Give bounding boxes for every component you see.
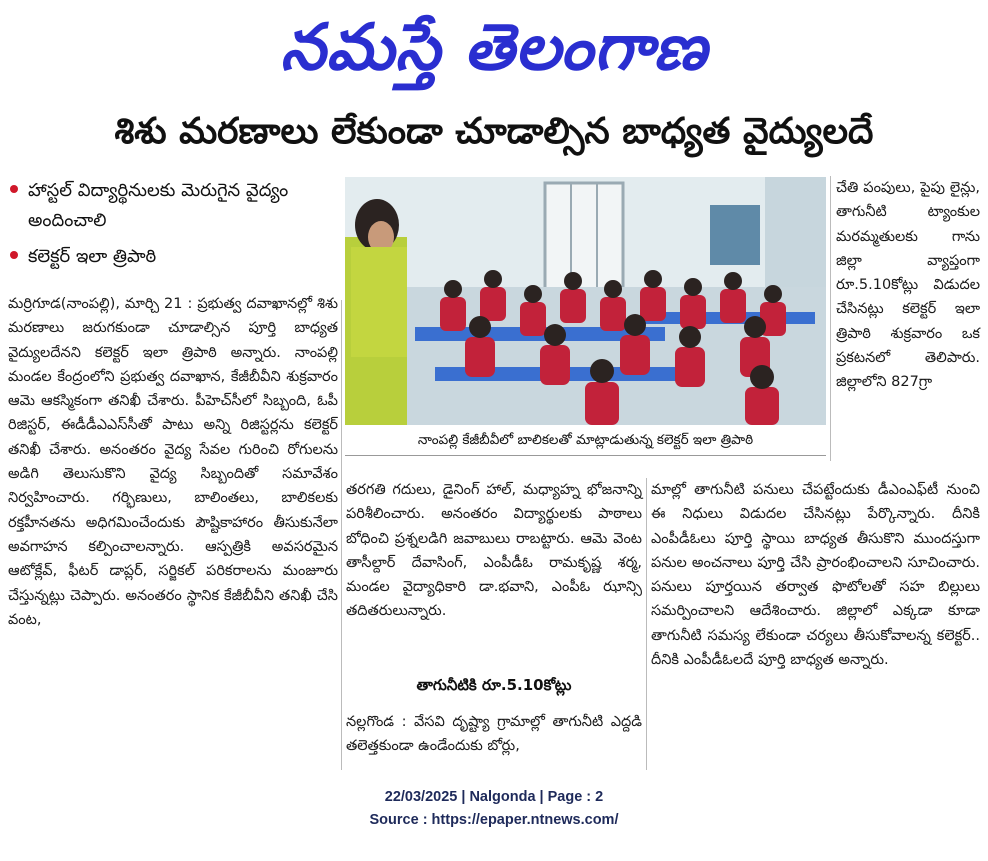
- bullet-text: హాస్టల్ విద్యార్థినులకు మెరుగైన వైద్యం అందించాలి: [28, 180, 289, 231]
- footer-date-line: 22/03/2025 | Nalgonda | Page : 2: [384, 789, 604, 805]
- column-divider: [341, 300, 342, 770]
- masthead: [0, 0, 988, 96]
- article-photo: [345, 177, 826, 425]
- bullet-item: [8, 242, 338, 272]
- classroom-photo-image: [345, 177, 826, 425]
- column-divider: [830, 176, 831, 461]
- footer-source-line: Source : https://epaper.ntnews.com/: [369, 812, 619, 828]
- sub-article-headline: తాగునీటికి రూ.5.10కోట్లు: [416, 676, 572, 694]
- bullet-dot-icon: [10, 251, 18, 259]
- column-4-text: మాల్లో తాగునీటి పనులు చేపట్టేందుకు డీఎంఎఫ్‌టీ నుంచి ఈ నిధులు విడుదల చేసినట్లు పేర్కొన్నారు. దీనికి ఎంపీడీఓలు పూర్తి స్థాయి బాధ్యత తీసుకొని ముందస్తుగా పనుల అంచనాలు పూర్తి చేసి ప్రారంభించాలని సూచించారు. పనులు పూర్తయిన తర్వాత ఫొటోలతో సహ బిల్లులు సమర్పించాలని ఆదేశించారు. జిల్లాలో ఎక్కడా కూడా తాగునీటి సమస్య లేకుండా చర్యలు తీసుకోవాలన్న కలెక్టర్.. దీనికి ఎంపీడీఓలదే పూర్తి బాధ్యత అన్నారు.: [651, 482, 980, 669]
- bullet-text: కలెక్టర్ ఇలా త్రిపాఠి: [28, 246, 157, 267]
- page-footer: [0, 786, 988, 832]
- photo-caption: [345, 427, 826, 456]
- column-2-text: తరగతి గదులు, డైనింగ్ హాల్, మధ్యాహ్న భోజనాన్ని పరిశీలించారు. అనంతరం విద్యార్థులకు పాఠాలు బోధించి ప్రశ్నలడిగి జవాబులు రాబట్టారు. ఆమె వెంట తాసీల్దార్ దేవాసింగ్, ఎంపీడీఓ రామకృష్ణ శర్మ, మండల వైద్యాధికారి డా.భవాని, ఎంపీఓ ఝాన్సి తదితరులున్నారు.: [346, 482, 642, 620]
- article-column-3: [836, 176, 980, 395]
- headline-text: శిశు మరణాలు లేకుండా చూడాల్సిన బాధ్యత వైద్యులదే: [114, 111, 874, 152]
- sub-article-column: [346, 710, 642, 759]
- sub-article-text: నల్లగొండ : వేసవి దృష్ట్యా గ్రామాల్లో తాగునీటి ఎద్దడి తలెత్తకుండా ఉండేందుకు బోర్లు,: [346, 714, 642, 755]
- article-column-2: [346, 478, 642, 624]
- column-1-text: మర్రిగూడ(నాంపల్లి), మార్చి 21 : ప్రభుత్వ దవాఖానల్లో శిశు మరణాలు జరుగకుండా చూడాల్సిన పూర్తి బాధ్యత వైద్యులదేనని కలెక్టర్ ఇలా త్రిపాఠి అన్నారు. నాంపల్లి మండల కేంద్రంలోని ప్రభుత్వ దవాఖాన, కేజీబీవీని శుక్రవారం ఆమె ఆకస్మికంగా తనిఖీ చేశారు. పీహెచ్‌సీలో సిబ్బంది, ఓపీ రిజిస్టర్, ఈడీడీఎఎస్‌సీతో పాటు అన్ని రిజిస్టర్లను కలెక్టర్ తనిఖీ చేశారు. అనంతరం వైద్య సేవల గురించి రోగులను అడిగి తెలుసుకొని వైద్య సిబ్బందితో సమావేశం నిర్వహించారు. గర్భిణులు, బాలింతలు, బాలికలకు రక్తహీనతను అధిగమించేందుకు పౌష్టికాహారం తీసుకునేలా అవగాహన కల్పించాలన్నారు. ఆస్పత్రికి అవసరమైన ఆటోక్లేవ్, ఫీటర్ డాప్లర్, సర్జికల్ పరికరాలను మంజూరు చేస్తున్నట్లు చెప్పారు. అనంతరం స్థానిక కేజీబీవీని తనిఖీ చేసి వంట,: [8, 296, 338, 628]
- article-column-1: [8, 292, 338, 632]
- caption-text: నాంపల్లి కేజీబీవీలో బాలికలతో మాట్లాడుతున్న కలెక్టర్ ఇలా త్రిపాఠి: [417, 431, 754, 448]
- bullet-item: [8, 176, 338, 236]
- column-divider: [646, 478, 647, 770]
- article-column-4: [651, 478, 980, 672]
- column-3-text: చేతి పంపులు, పైపు లైన్లు, తాగునీటి ట్యాంకుల మరమ్మతులకు గాను జిల్లా వ్యాప్తంగా రూ.5.10కోట్లు విడుదల చేసినట్లు కలెక్టర్ ఇలా త్రిపాఠి శుక్రవారం ఒక ప్రకటనలో తెలిపారు. జిల్లాలోని 827గ్రా: [836, 180, 980, 391]
- newspaper-logo: నమస్తే తెలంగాణ: [280, 11, 708, 85]
- article-headline: [0, 100, 988, 164]
- bullet-dot-icon: [10, 185, 18, 193]
- highlight-bullets: [8, 176, 338, 278]
